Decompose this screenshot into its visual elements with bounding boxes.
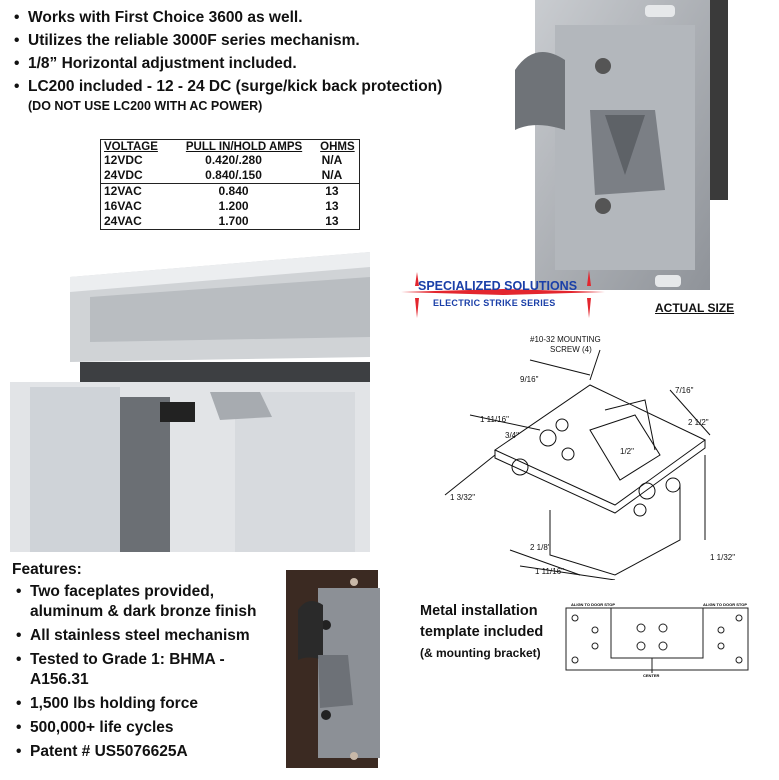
- aluminum-strike-photo: [495, 0, 735, 300]
- dim-label: 7/16": [675, 386, 694, 395]
- list-item: • Tested to Grade 1: BHMA - A156.31: [12, 650, 282, 690]
- template-side-label: ALIGN TO DOOR STOP: [571, 602, 616, 607]
- starburst-icon: [395, 264, 615, 322]
- installation-photo: [10, 242, 390, 552]
- table-row: 24VAC 1.700 13: [104, 214, 339, 228]
- features-heading: Features:: [12, 561, 82, 578]
- bullet-item: • Works with First Choice 3600 as well.: [14, 6, 484, 29]
- dim-label: 2 1/8": [530, 543, 551, 552]
- dim-label: 3/4": [505, 431, 519, 440]
- actual-size-label: ACTUAL SIZE: [655, 301, 735, 315]
- header-voltage: VOLTAGE: [104, 141, 158, 153]
- dim-label: 1 11/16": [535, 567, 564, 576]
- dim-label: 1 11/16": [480, 415, 509, 424]
- table-row: 24VDC 0.840/.150 N/A: [104, 168, 343, 182]
- voltage-spec-table: [100, 139, 360, 230]
- features-list: [12, 561, 282, 766]
- dim-label: 1/2": [620, 447, 634, 456]
- list-item: • 1,500 lbs holding force: [12, 694, 282, 714]
- dim-mounting-screw-1: #10-32 MOUNTING: [530, 335, 601, 344]
- header-amps: PULL IN/HOLD AMPS: [185, 141, 303, 153]
- logo-subtitle: ELECTRIC STRIKE SERIES: [433, 298, 556, 308]
- bullet-item: • LC200 included - 12 - 24 DC (surge/kick back protection): [14, 75, 484, 98]
- dim-mounting-screw-2: SCREW (4): [550, 345, 592, 354]
- list-item: • All stainless steel mechanism: [12, 626, 282, 646]
- dim-label: 1 1/32": [710, 553, 736, 562]
- ac-power-warning: (DO NOT USE LC200 WITH AC POWER): [28, 99, 263, 113]
- template-title: Metal installation template included: [420, 603, 544, 640]
- list-item: • Two faceplates provided, aluminum & dark bronze finish: [12, 582, 282, 622]
- table-row: 12VDC 0.420/.280 N/A: [104, 153, 343, 167]
- table-row: 12VAC 0.840 13: [101, 184, 360, 200]
- list-item: • 500,000+ life cycles: [12, 718, 282, 738]
- bullet-item: • 1/8” Horizontal adjustment included.: [14, 52, 484, 75]
- metal-template-drawing: [563, 598, 753, 678]
- template-subtitle: (& mounting bracket): [420, 646, 541, 660]
- logo-title: SPECIALIZED SOLUTIONS: [418, 279, 578, 293]
- table-row: 16VAC 1.200 13: [104, 199, 339, 213]
- dim-label: 1 3/32": [450, 493, 476, 502]
- dim-label: 9/16": [520, 375, 539, 384]
- list-item: • Patent # US5076625A: [12, 742, 282, 762]
- dimension-drawing: [440, 330, 775, 580]
- bullet-item: • Utilizes the reliable 3000F series mechanism.: [14, 29, 484, 52]
- template-center-label: CENTER: [643, 673, 660, 678]
- bronze-strike-photo: [278, 570, 386, 770]
- template-side-label: ALIGN TO DOOR STOP: [703, 602, 748, 607]
- feature-bullets-top: [14, 6, 484, 118]
- header-ohms: OHMS: [320, 141, 355, 153]
- dim-label: 2 1/2": [688, 418, 709, 427]
- template-label: [420, 601, 565, 664]
